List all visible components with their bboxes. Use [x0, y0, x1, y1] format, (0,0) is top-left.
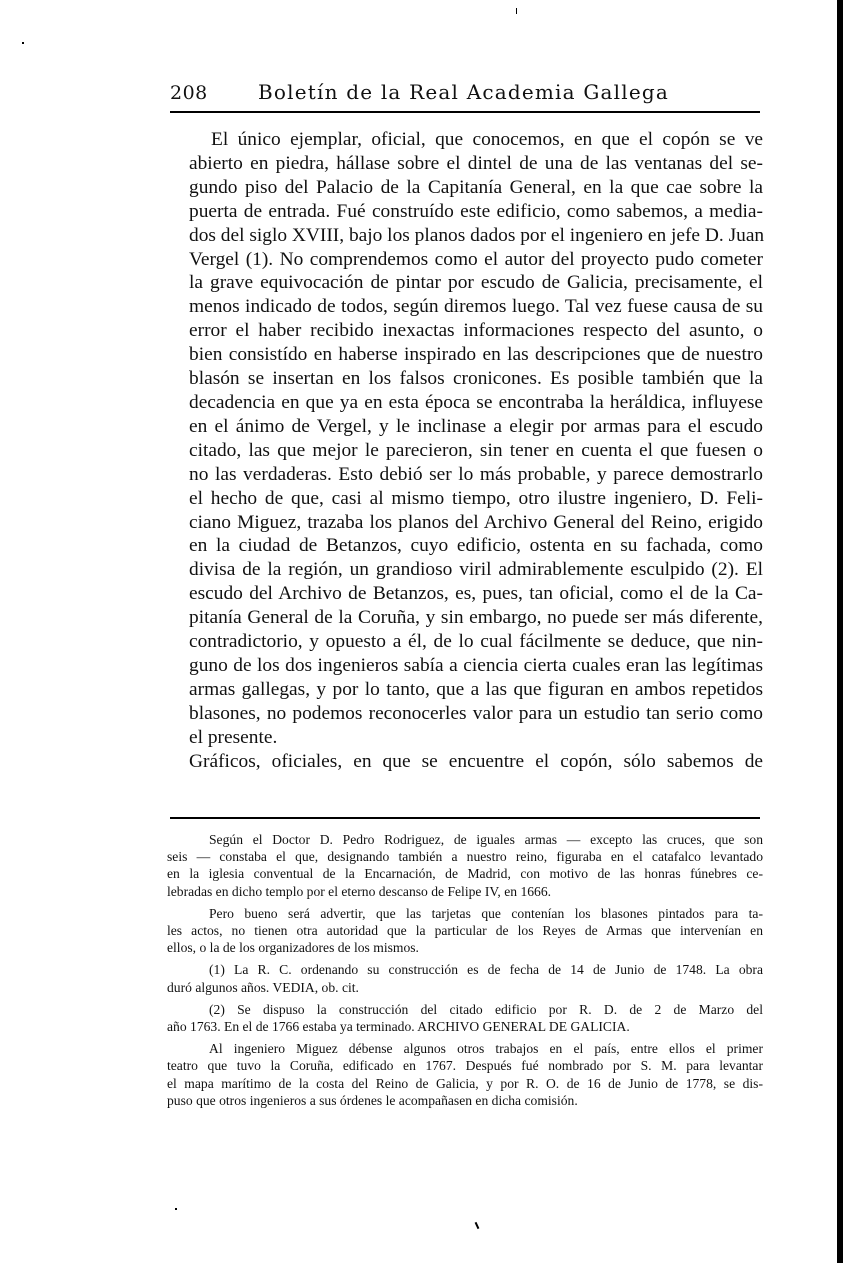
text-line: guno de los dos ingenieros sabía a ciencia cierta cuales eran las legítimas [189, 654, 763, 676]
running-header [170, 80, 760, 110]
footnote-line: lebradas en dicho templo por el eterno descanso de Felipe IV, en 1666. [167, 883, 552, 899]
main-text [167, 128, 763, 773]
footnote-line: ellos, o la de los organizadores de los mismos. [167, 940, 419, 956]
scan-speck [475, 1222, 480, 1229]
text-line: el hecho de que, casi al mismo tiempo, otro ilustre ingeniero, D. Feli- [189, 487, 763, 509]
footnotes [167, 831, 763, 1114]
text-line: blasón se insertan en los falsos cronicones. Es posible también que la [189, 368, 763, 390]
text-line: en el ánimo de Vergel, y le inclinase a elegir por armas para el escudo [189, 415, 763, 437]
footnote-line: teatro que tuvo la Coruña, edificado en 1767. Después fué nombrado por S. M. para levantar [167, 1058, 763, 1074]
text-line: menos indicado de todos, según diremos luego. Tal vez fuese causa de su [189, 296, 763, 318]
text-line: abierto en piedra, hállase sobre el dintel de una de las ventanas del se- [189, 152, 763, 174]
scan-speck [22, 42, 24, 44]
text-line: ciano Miguez, trazaba los planos del Archivo General del Reino, erigido [189, 511, 763, 533]
text-line: Vergel (1). No comprendemos como el autor del proyecto pudo cometer [189, 248, 763, 270]
header-rule [170, 111, 760, 113]
text-line: error el haber recibido inexactas informaciones respecto del asunto, o [189, 320, 763, 342]
scan-page-edge [837, 0, 843, 1263]
text-line: en la ciudad de Betanzos, cuyo edificio, ostenta en su fachada, como [189, 535, 763, 557]
footnote-rule [170, 817, 760, 819]
text-line: puerta de entrada. Fué construído este edificio, como sabemos, a media- [189, 200, 763, 222]
footnote-line: puso que otros ingenieros a sus órdenes le acompañasen en dicha comisión. [167, 1092, 578, 1108]
footnote-line: seis — constaba el que, designando también a nuestro reino, figuraba en el catafalco levantado [167, 849, 763, 865]
footnote-line: (1) La R. C. ordenando su construcción es de fecha de 14 de Junio de 1748. La obra [209, 962, 763, 978]
footnote-line: el mapa marítimo de la costa del Reino de Galicia, y por R. O. de 16 de Junio de 1778, se dis- [167, 1075, 763, 1091]
running-title: Boletín de la Real Academia Gallega [258, 80, 669, 104]
text-line: citado, las que mejor le parecieron, sin tener en cuenta el que fuesen o [189, 439, 763, 461]
footnote-line: Pero bueno será advertir, que las tarjetas que contenían los blasones pintados para ta- [209, 905, 763, 921]
footnote-line: les actos, no tienen otra autoridad que la particular de los Reyes de Armas que intervenían en [167, 923, 763, 939]
footnote-line: en la iglesia conventual de la Encarnación, de Madrid, con motivo de las honras fúnebres ce- [167, 866, 763, 882]
text-line: Gráficos, oficiales, en que se encuentre el copón, sólo sabemos de [189, 750, 763, 772]
footnote-2-continued [167, 1040, 763, 1109]
text-line: pitanía General de la Coruña, y sin embargo, no puede ser más diferente, [189, 607, 763, 629]
text-line: contradictorio, y opuesto a él, de lo cual fácilmente se deduce, que nin- [189, 631, 763, 653]
text-line: blasones, no podemos reconocerles valor para un estudio tan serio como [189, 702, 763, 724]
text-line: la grave equivocación de pintar por escudo de Galicia, precisamente, el [189, 272, 763, 294]
footnote-2 [167, 1001, 763, 1035]
text-line: El único ejemplar, oficial, que conocemos, en que el copón se ve [211, 129, 763, 150]
text-line: decadencia en que ya en esta época se encontraba la heráldica, influyese [189, 391, 763, 413]
footnote-line: Según el Doctor D. Pedro Rodriguez, de iguales armas — excepto las cruces, que son [209, 832, 763, 847]
scan-speck [516, 8, 517, 14]
text-line: divisa de la región, un grandioso viril admirablemente esculpido (2). El [189, 559, 763, 581]
paragraph-2 [167, 750, 763, 774]
footnote-line: (2) Se dispuso la construcción del citado edificio por R. D. de 2 de Marzo del [209, 1001, 763, 1017]
text-line: gundo piso del Palacio de la Capitanía General, en la que cae sobre la [189, 176, 763, 198]
footnote-line: año 1763. En el de 1766 estaba ya terminado. ARCHIVO GENERAL DE GALICIA. [167, 1019, 630, 1035]
paragraph-1 [167, 128, 763, 750]
page-number: 208 [170, 82, 208, 104]
text-line: bien consistído en haberse inspirado en las descripciones que de nuestro [189, 344, 763, 366]
text-line: el presente. [189, 726, 278, 748]
text-line: dos del siglo XVIII, bajo los planos dados por el ingeniero en jefe D. Juan [189, 224, 765, 246]
footnote-1 [167, 961, 763, 995]
text-line: no las verdaderas. Esto debió ser lo más probable, y parece demostrarlo [189, 463, 763, 485]
footnote-line: duró algunos años. VEDIA, ob. cit. [167, 979, 359, 995]
footnote-line: Al ingeniero Miguez débense algunos otros trabajos en el país, entre ellos el primer [209, 1041, 763, 1057]
text-line: armas gallegas, y por lo tanto, que a las que figuran en ambos repetidos [189, 678, 763, 700]
text-line: escudo del Archivo de Betanzos, es, pues, tan oficial, como el de la Ca- [189, 583, 763, 605]
footnote-continued-1 [167, 831, 763, 900]
footnote-continued-2 [167, 905, 763, 957]
scan-speck [175, 1208, 177, 1210]
